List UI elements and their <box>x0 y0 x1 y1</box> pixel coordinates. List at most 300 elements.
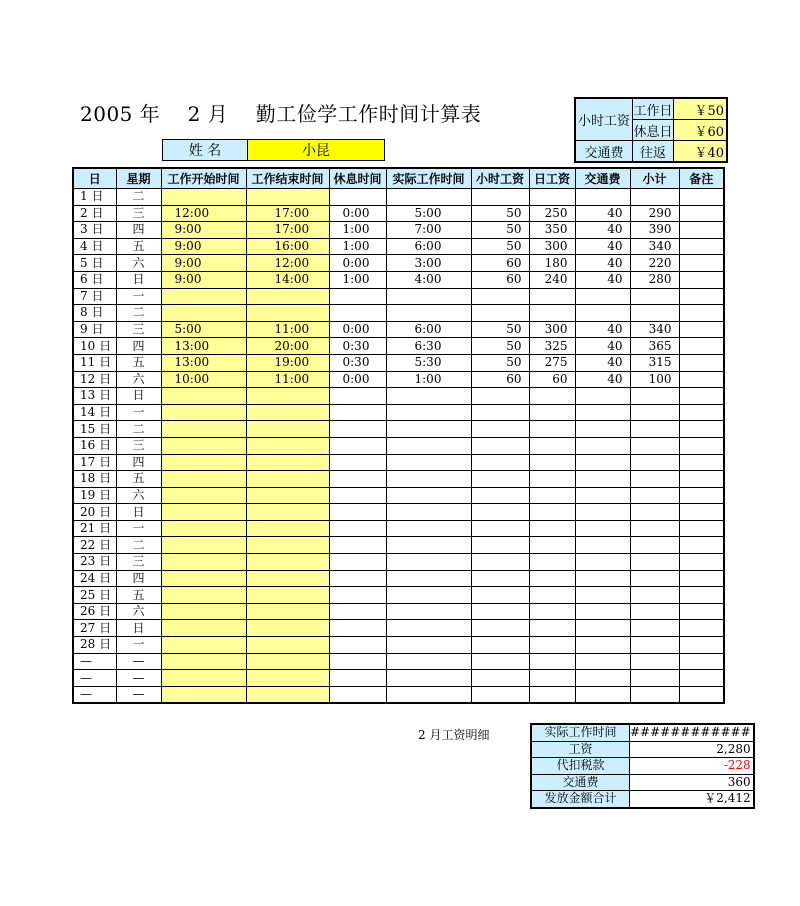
note-cell[interactable] <box>679 554 724 571</box>
transport-cell[interactable] <box>575 404 630 421</box>
rest-time-cell[interactable]: 1:00 <box>329 238 386 255</box>
subtotal-cell[interactable]: 340 <box>630 238 679 255</box>
note-cell[interactable] <box>679 454 724 471</box>
summary-value[interactable]: ￥2,412 <box>630 791 754 808</box>
transport-cell[interactable] <box>575 487 630 504</box>
start-time-cell[interactable] <box>161 686 246 703</box>
daily-wage-cell[interactable] <box>529 471 575 488</box>
actual-time-cell[interactable] <box>386 554 471 571</box>
subtotal-cell[interactable]: 365 <box>630 338 679 355</box>
actual-time-cell[interactable] <box>386 288 471 305</box>
daily-wage-cell[interactable] <box>529 570 575 587</box>
daily-wage-cell[interactable] <box>529 388 575 405</box>
rest-time-cell[interactable] <box>329 288 386 305</box>
start-time-cell[interactable] <box>161 454 246 471</box>
daily-wage-cell[interactable] <box>529 437 575 454</box>
actual-time-cell[interactable] <box>386 670 471 687</box>
start-time-cell[interactable] <box>161 587 246 604</box>
end-time-cell[interactable] <box>246 305 329 322</box>
weekday-cell[interactable]: 六 <box>116 487 161 504</box>
hourly-wage-cell[interactable] <box>471 504 529 521</box>
hourly-wage-cell[interactable] <box>471 570 529 587</box>
transport-rate-cell[interactable]: ￥40 <box>674 141 728 163</box>
hourly-wage-cell[interactable]: 50 <box>471 338 529 355</box>
note-cell[interactable] <box>679 570 724 587</box>
note-cell[interactable] <box>679 255 724 272</box>
start-time-cell[interactable] <box>161 620 246 637</box>
end-time-cell[interactable] <box>246 288 329 305</box>
note-cell[interactable] <box>679 238 724 255</box>
summary-value[interactable]: 360 <box>630 774 754 791</box>
note-cell[interactable] <box>679 388 724 405</box>
daily-wage-cell[interactable] <box>529 487 575 504</box>
note-cell[interactable] <box>679 653 724 670</box>
rest-time-cell[interactable] <box>329 421 386 438</box>
start-time-cell[interactable]: 9:00 <box>161 222 246 239</box>
rest-time-cell[interactable] <box>329 454 386 471</box>
subtotal-cell[interactable]: 290 <box>630 205 679 222</box>
transport-cell[interactable] <box>575 288 630 305</box>
end-time-cell[interactable] <box>246 554 329 571</box>
subtotal-cell[interactable]: 390 <box>630 222 679 239</box>
end-time-cell[interactable] <box>246 388 329 405</box>
start-time-cell[interactable] <box>161 471 246 488</box>
day-cell[interactable]: 14 日 <box>73 404 116 421</box>
daily-wage-cell[interactable] <box>529 587 575 604</box>
hourly-wage-cell[interactable] <box>471 554 529 571</box>
start-time-cell[interactable] <box>161 437 246 454</box>
start-time-cell[interactable] <box>161 288 246 305</box>
summary-value[interactable]: 2,280 <box>630 741 754 758</box>
end-time-cell[interactable]: 17:00 <box>246 205 329 222</box>
end-time-cell[interactable] <box>246 520 329 537</box>
start-time-cell[interactable]: 9:00 <box>161 271 246 288</box>
start-time-cell[interactable]: 13:00 <box>161 338 246 355</box>
transport-cell[interactable] <box>575 686 630 703</box>
note-cell[interactable] <box>679 603 724 620</box>
actual-time-cell[interactable] <box>386 189 471 206</box>
actual-time-cell[interactable] <box>386 454 471 471</box>
transport-cell[interactable]: 40 <box>575 238 630 255</box>
weekday-cell[interactable]: 五 <box>116 354 161 371</box>
transport-cell[interactable] <box>575 653 630 670</box>
start-time-cell[interactable] <box>161 653 246 670</box>
weekday-cell[interactable]: 四 <box>116 222 161 239</box>
transport-cell[interactable] <box>575 471 630 488</box>
day-cell[interactable]: 8 日 <box>73 305 116 322</box>
rest-time-cell[interactable]: 0:00 <box>329 255 386 272</box>
note-cell[interactable] <box>679 321 724 338</box>
start-time-cell[interactable] <box>161 404 246 421</box>
day-cell[interactable]: 19 日 <box>73 487 116 504</box>
actual-time-cell[interactable]: 6:00 <box>386 238 471 255</box>
start-time-cell[interactable] <box>161 305 246 322</box>
actual-time-cell[interactable] <box>386 388 471 405</box>
transport-cell[interactable]: 40 <box>575 205 630 222</box>
note-cell[interactable] <box>679 189 724 206</box>
end-time-cell[interactable]: 14:00 <box>246 271 329 288</box>
weekday-cell[interactable]: 三 <box>116 554 161 571</box>
end-time-cell[interactable] <box>246 603 329 620</box>
rest-time-cell[interactable] <box>329 504 386 521</box>
rest-time-cell[interactable] <box>329 305 386 322</box>
end-time-cell[interactable] <box>246 637 329 654</box>
end-time-cell[interactable] <box>246 487 329 504</box>
note-cell[interactable] <box>679 338 724 355</box>
note-cell[interactable] <box>679 504 724 521</box>
subtotal-cell[interactable] <box>630 189 679 206</box>
end-time-cell[interactable] <box>246 686 329 703</box>
note-cell[interactable] <box>679 587 724 604</box>
end-time-cell[interactable] <box>246 537 329 554</box>
hourly-wage-cell[interactable] <box>471 686 529 703</box>
transport-cell[interactable]: 40 <box>575 271 630 288</box>
day-cell[interactable]: 25 日 <box>73 587 116 604</box>
daily-wage-cell[interactable] <box>529 686 575 703</box>
transport-cell[interactable] <box>575 520 630 537</box>
daily-wage-cell[interactable] <box>529 189 575 206</box>
hourly-wage-cell[interactable]: 60 <box>471 371 529 388</box>
rest-time-cell[interactable] <box>329 404 386 421</box>
daily-wage-cell[interactable]: 275 <box>529 354 575 371</box>
rest-time-cell[interactable] <box>329 653 386 670</box>
note-cell[interactable] <box>679 670 724 687</box>
hourly-wage-cell[interactable]: 60 <box>471 255 529 272</box>
weekday-cell[interactable]: 日 <box>116 504 161 521</box>
actual-time-cell[interactable] <box>386 471 471 488</box>
actual-time-cell[interactable] <box>386 504 471 521</box>
end-time-cell[interactable]: 16:00 <box>246 238 329 255</box>
weekday-cell[interactable]: 日 <box>116 620 161 637</box>
actual-time-cell[interactable] <box>386 437 471 454</box>
weekday-cell[interactable]: 二 <box>116 421 161 438</box>
transport-cell[interactable] <box>575 437 630 454</box>
daily-wage-cell[interactable] <box>529 620 575 637</box>
note-cell[interactable] <box>679 620 724 637</box>
weekday-cell[interactable]: — <box>116 686 161 703</box>
subtotal-cell[interactable] <box>630 454 679 471</box>
actual-time-cell[interactable]: 1:00 <box>386 371 471 388</box>
daily-wage-cell[interactable]: 240 <box>529 271 575 288</box>
actual-time-cell[interactable]: 6:30 <box>386 338 471 355</box>
end-time-cell[interactable] <box>246 421 329 438</box>
note-cell[interactable] <box>679 520 724 537</box>
subtotal-cell[interactable] <box>630 504 679 521</box>
weekday-cell[interactable]: 六 <box>116 371 161 388</box>
summary-value[interactable]: -228 <box>630 758 754 775</box>
subtotal-cell[interactable]: 280 <box>630 271 679 288</box>
end-time-cell[interactable]: 11:00 <box>246 371 329 388</box>
transport-cell[interactable]: 40 <box>575 354 630 371</box>
start-time-cell[interactable] <box>161 504 246 521</box>
rest-time-cell[interactable]: 0:00 <box>329 321 386 338</box>
rest-time-cell[interactable] <box>329 670 386 687</box>
subtotal-cell[interactable] <box>630 471 679 488</box>
weekday-cell[interactable]: 一 <box>116 637 161 654</box>
subtotal-cell[interactable]: 100 <box>630 371 679 388</box>
hourly-wage-cell[interactable] <box>471 189 529 206</box>
subtotal-cell[interactable] <box>630 620 679 637</box>
note-cell[interactable] <box>679 537 724 554</box>
daily-wage-cell[interactable]: 180 <box>529 255 575 272</box>
rest-time-cell[interactable] <box>329 537 386 554</box>
start-time-cell[interactable] <box>161 189 246 206</box>
transport-cell[interactable] <box>575 620 630 637</box>
note-cell[interactable] <box>679 271 724 288</box>
weekday-cell[interactable]: 日 <box>116 271 161 288</box>
rest-time-cell[interactable] <box>329 587 386 604</box>
end-time-cell[interactable] <box>246 587 329 604</box>
hourly-wage-cell[interactable] <box>471 653 529 670</box>
day-cell[interactable]: 21 日 <box>73 520 116 537</box>
transport-cell[interactable] <box>575 504 630 521</box>
day-cell[interactable]: 22 日 <box>73 537 116 554</box>
transport-cell[interactable] <box>575 454 630 471</box>
hourly-wage-cell[interactable]: 60 <box>471 271 529 288</box>
day-cell[interactable]: 20 日 <box>73 504 116 521</box>
actual-time-cell[interactable] <box>386 570 471 587</box>
subtotal-cell[interactable] <box>630 520 679 537</box>
weekday-cell[interactable]: 日 <box>116 388 161 405</box>
note-cell[interactable] <box>679 222 724 239</box>
day-cell[interactable]: 2 日 <box>73 205 116 222</box>
end-time-cell[interactable] <box>246 189 329 206</box>
subtotal-cell[interactable] <box>630 670 679 687</box>
actual-time-cell[interactable] <box>386 537 471 554</box>
start-time-cell[interactable] <box>161 487 246 504</box>
weekday-cell[interactable]: 五 <box>116 471 161 488</box>
hourly-wage-cell[interactable]: 50 <box>471 238 529 255</box>
note-cell[interactable] <box>679 686 724 703</box>
day-cell[interactable]: 26 日 <box>73 603 116 620</box>
rest-time-cell[interactable]: 1:00 <box>329 222 386 239</box>
end-time-cell[interactable]: 20:00 <box>246 338 329 355</box>
transport-cell[interactable]: 40 <box>575 255 630 272</box>
daily-wage-cell[interactable]: 325 <box>529 338 575 355</box>
hourly-wage-cell[interactable] <box>471 305 529 322</box>
subtotal-cell[interactable] <box>630 537 679 554</box>
actual-time-cell[interactable]: 7:00 <box>386 222 471 239</box>
daily-wage-cell[interactable] <box>529 504 575 521</box>
rest-time-cell[interactable]: 0:30 <box>329 354 386 371</box>
hourly-wage-cell[interactable] <box>471 404 529 421</box>
end-time-cell[interactable]: 11:00 <box>246 321 329 338</box>
subtotal-cell[interactable] <box>630 437 679 454</box>
transport-cell[interactable]: 40 <box>575 321 630 338</box>
day-cell[interactable]: 1 日 <box>73 189 116 206</box>
weekday-cell[interactable]: 一 <box>116 404 161 421</box>
hourly-wage-cell[interactable] <box>471 537 529 554</box>
day-cell[interactable]: 10 日 <box>73 338 116 355</box>
daily-wage-cell[interactable] <box>529 520 575 537</box>
weekday-cell[interactable]: 四 <box>116 570 161 587</box>
weekday-cell[interactable]: 二 <box>116 537 161 554</box>
actual-time-cell[interactable] <box>386 404 471 421</box>
weekday-cell[interactable]: — <box>116 670 161 687</box>
rest-time-cell[interactable] <box>329 388 386 405</box>
subtotal-cell[interactable] <box>630 603 679 620</box>
rest-time-cell[interactable]: 0:30 <box>329 338 386 355</box>
weekday-cell[interactable]: 六 <box>116 603 161 620</box>
weekday-cell[interactable]: 四 <box>116 338 161 355</box>
day-cell[interactable]: 28 日 <box>73 637 116 654</box>
day-cell[interactable]: 15 日 <box>73 421 116 438</box>
hourly-wage-cell[interactable] <box>471 388 529 405</box>
weekday-cell[interactable]: 二 <box>116 305 161 322</box>
subtotal-cell[interactable] <box>630 587 679 604</box>
day-cell[interactable]: 3 日 <box>73 222 116 239</box>
actual-time-cell[interactable]: 5:00 <box>386 205 471 222</box>
daily-wage-cell[interactable] <box>529 421 575 438</box>
subtotal-cell[interactable] <box>630 637 679 654</box>
transport-cell[interactable] <box>575 637 630 654</box>
end-time-cell[interactable] <box>246 471 329 488</box>
note-cell[interactable] <box>679 404 724 421</box>
subtotal-cell[interactable]: 315 <box>630 354 679 371</box>
daily-wage-cell[interactable]: 60 <box>529 371 575 388</box>
day-cell[interactable]: 13 日 <box>73 388 116 405</box>
hourly-wage-cell[interactable] <box>471 288 529 305</box>
weekday-cell[interactable]: 二 <box>116 189 161 206</box>
subtotal-cell[interactable] <box>630 570 679 587</box>
workday-rate-cell[interactable]: ￥50 <box>674 98 728 120</box>
rest-time-cell[interactable] <box>329 437 386 454</box>
day-cell[interactable]: 18 日 <box>73 471 116 488</box>
note-cell[interactable] <box>679 354 724 371</box>
hourly-wage-cell[interactable] <box>471 487 529 504</box>
subtotal-cell[interactable] <box>630 388 679 405</box>
day-cell[interactable]: 16 日 <box>73 437 116 454</box>
hourly-wage-cell[interactable] <box>471 437 529 454</box>
day-cell[interactable]: 24 日 <box>73 570 116 587</box>
start-time-cell[interactable]: 9:00 <box>161 255 246 272</box>
end-time-cell[interactable]: 12:00 <box>246 255 329 272</box>
actual-time-cell[interactable] <box>386 653 471 670</box>
transport-cell[interactable]: 40 <box>575 222 630 239</box>
end-time-cell[interactable] <box>246 620 329 637</box>
day-cell[interactable]: 27 日 <box>73 620 116 637</box>
rest-time-cell[interactable]: 0:00 <box>329 371 386 388</box>
rest-time-cell[interactable] <box>329 189 386 206</box>
start-time-cell[interactable]: 12:00 <box>161 205 246 222</box>
weekday-cell[interactable]: 四 <box>116 454 161 471</box>
end-time-cell[interactable] <box>246 437 329 454</box>
transport-cell[interactable] <box>575 421 630 438</box>
day-cell[interactable]: — <box>73 653 116 670</box>
actual-time-cell[interactable]: 4:00 <box>386 271 471 288</box>
weekday-cell[interactable]: 六 <box>116 255 161 272</box>
actual-time-cell[interactable]: 3:00 <box>386 255 471 272</box>
daily-wage-cell[interactable] <box>529 554 575 571</box>
daily-wage-cell[interactable]: 350 <box>529 222 575 239</box>
hourly-wage-cell[interactable] <box>471 620 529 637</box>
note-cell[interactable] <box>679 637 724 654</box>
hourly-wage-cell[interactable] <box>471 670 529 687</box>
day-cell[interactable]: — <box>73 670 116 687</box>
rest-time-cell[interactable] <box>329 471 386 488</box>
note-cell[interactable] <box>679 487 724 504</box>
daily-wage-cell[interactable] <box>529 670 575 687</box>
daily-wage-cell[interactable]: 300 <box>529 238 575 255</box>
weekday-cell[interactable]: 三 <box>116 437 161 454</box>
transport-cell[interactable] <box>575 603 630 620</box>
start-time-cell[interactable] <box>161 520 246 537</box>
note-cell[interactable] <box>679 371 724 388</box>
end-time-cell[interactable] <box>246 404 329 421</box>
day-cell[interactable]: 11 日 <box>73 354 116 371</box>
start-time-cell[interactable]: 5:00 <box>161 321 246 338</box>
day-cell[interactable]: 7 日 <box>73 288 116 305</box>
daily-wage-cell[interactable] <box>529 537 575 554</box>
end-time-cell[interactable] <box>246 670 329 687</box>
start-time-cell[interactable] <box>161 554 246 571</box>
weekday-cell[interactable]: 一 <box>116 520 161 537</box>
actual-time-cell[interactable]: 5:30 <box>386 354 471 371</box>
rest-time-cell[interactable] <box>329 487 386 504</box>
subtotal-cell[interactable]: 340 <box>630 321 679 338</box>
daily-wage-cell[interactable] <box>529 603 575 620</box>
start-time-cell[interactable] <box>161 603 246 620</box>
rest-time-cell[interactable]: 1:00 <box>329 271 386 288</box>
weekday-cell[interactable]: 三 <box>116 321 161 338</box>
end-time-cell[interactable]: 19:00 <box>246 354 329 371</box>
rest-time-cell[interactable] <box>329 554 386 571</box>
weekday-cell[interactable]: 一 <box>116 288 161 305</box>
end-time-cell[interactable]: 17:00 <box>246 222 329 239</box>
hourly-wage-cell[interactable]: 50 <box>471 205 529 222</box>
actual-time-cell[interactable] <box>386 587 471 604</box>
day-cell[interactable]: — <box>73 686 116 703</box>
start-time-cell[interactable] <box>161 421 246 438</box>
actual-time-cell[interactable] <box>386 520 471 537</box>
day-cell[interactable]: 5 日 <box>73 255 116 272</box>
start-time-cell[interactable] <box>161 637 246 654</box>
note-cell[interactable] <box>679 205 724 222</box>
day-cell[interactable]: 17 日 <box>73 454 116 471</box>
start-time-cell[interactable] <box>161 670 246 687</box>
transport-cell[interactable] <box>575 670 630 687</box>
actual-time-cell[interactable] <box>386 686 471 703</box>
actual-time-cell[interactable] <box>386 603 471 620</box>
weekday-cell[interactable]: 五 <box>116 238 161 255</box>
daily-wage-cell[interactable] <box>529 454 575 471</box>
hourly-wage-cell[interactable]: 50 <box>471 321 529 338</box>
summary-value[interactable]: ############ <box>630 724 754 741</box>
end-time-cell[interactable] <box>246 570 329 587</box>
hourly-wage-cell[interactable] <box>471 603 529 620</box>
subtotal-cell[interactable] <box>630 404 679 421</box>
transport-cell[interactable] <box>575 537 630 554</box>
hourly-wage-cell[interactable]: 50 <box>471 222 529 239</box>
day-cell[interactable]: 12 日 <box>73 371 116 388</box>
actual-time-cell[interactable] <box>386 637 471 654</box>
transport-cell[interactable]: 40 <box>575 371 630 388</box>
subtotal-cell[interactable] <box>630 421 679 438</box>
rest-time-cell[interactable] <box>329 686 386 703</box>
note-cell[interactable] <box>679 288 724 305</box>
actual-time-cell[interactable]: 6:00 <box>386 321 471 338</box>
transport-cell[interactable] <box>575 587 630 604</box>
daily-wage-cell[interactable] <box>529 404 575 421</box>
rest-time-cell[interactable] <box>329 520 386 537</box>
rest-time-cell[interactable] <box>329 637 386 654</box>
start-time-cell[interactable] <box>161 388 246 405</box>
start-time-cell[interactable]: 9:00 <box>161 238 246 255</box>
hourly-wage-cell[interactable] <box>471 520 529 537</box>
rest-time-cell[interactable] <box>329 620 386 637</box>
hourly-wage-cell[interactable] <box>471 454 529 471</box>
end-time-cell[interactable] <box>246 653 329 670</box>
